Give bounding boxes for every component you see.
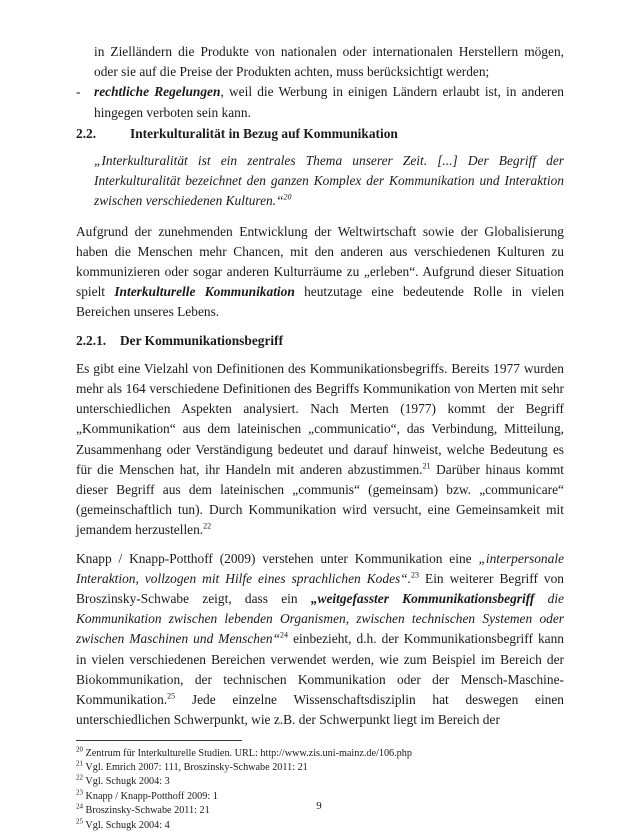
footnote-text: Vgl. Schugk 2004: 3 bbox=[83, 776, 170, 788]
emphasis-term: „weitgefasster Kommunikationsbegriff bbox=[310, 591, 535, 607]
section-number: 2.2. bbox=[76, 125, 97, 141]
footnotes bbox=[76, 747, 564, 833]
bullet-text: , weil die Werbung in einigen Ländern erlaubt ist, in anderen hingegen verboten sein kann. bbox=[94, 84, 565, 120]
paragraph-knapp bbox=[76, 549, 564, 731]
footnote-text: Vgl. Emrich 2007: 111, Broszinsky-Schwabe 2011: 21 bbox=[83, 761, 308, 773]
quote-text: „Interkulturalität ist ein zentrales Thema unserer Zeit. [...] Der Begriff der Interkulturalität bezeichnet den ganzen Komplex der Kommunikation und Interaktion zwischen verschiedenen Kulturen.“ bbox=[94, 153, 564, 209]
footnote-text: Zentrum für Interkulturelle Studien. URL: http://www.zis.uni-mainz.de/106.php bbox=[83, 747, 412, 759]
footnote-number: 25 bbox=[76, 817, 83, 826]
footnote-ref: 21 bbox=[422, 461, 431, 471]
block-quote bbox=[76, 151, 564, 212]
footnote-text: Knapp / Knapp-Potthoff 2009: 1 bbox=[83, 790, 218, 802]
footnote bbox=[76, 775, 564, 789]
emphasis-term: Interkulturelle Kommunikation bbox=[114, 284, 295, 300]
footnote bbox=[76, 761, 564, 775]
footnote-ref: 20 bbox=[283, 192, 292, 202]
bullet-legal-regulations bbox=[76, 82, 564, 122]
paragraph-text: Aufgrund der zunehmenden Entwicklung der Weltwirtschaft sowie der Globalisierung haben die Menschen mehr Chancen, mit den anderen aus verschiedenen Kulturen zu kommunizieren oder sogar anderen Kulturräume zu „erleben“. Aufgrund dieser Situation spielt bbox=[76, 223, 564, 300]
paragraph-definitions bbox=[76, 359, 564, 541]
section-heading-2-2 bbox=[76, 124, 564, 144]
bullet-dash: - bbox=[76, 84, 81, 100]
section-title: Der Kommunikationsbegriff bbox=[120, 332, 284, 348]
paragraph-text: Knapp / Knapp-Potthoff (2009) verstehen unter Kommunikation eine bbox=[76, 550, 479, 566]
quoted-definition: „interpersonale Interaktion, vollzogen mit Hilfe eines sprachlichen Kodes“. bbox=[76, 550, 564, 586]
quoted-definition: die Kommunikation zwischen lebenden Organismen, zwischen technischen Systemen oder zwischen Maschinen und Menschen“ bbox=[76, 591, 564, 647]
section-number: 2.2.1. bbox=[76, 332, 107, 348]
paragraph-globalization bbox=[76, 222, 564, 323]
paragraph-text: einbezieht, d.h. der Kommunikationsbegriff kann in vielen verschiedenen Bereichen verwendet werden, wie zum Beispiel im Bereich der Biokommunikation, der technischen Kommunikation oder der Mensch-Maschine-Kommunikation. bbox=[76, 631, 565, 708]
footnote-number: 24 bbox=[76, 802, 83, 811]
footnote-number: 20 bbox=[76, 745, 83, 754]
footnote-text: Vgl. Schugk 2004: 4 bbox=[83, 819, 170, 831]
footnote-number: 21 bbox=[76, 759, 83, 768]
paragraph-text: heutzutage eine bedeutende Rolle in vielen Bereichen unseres Lebens. bbox=[76, 284, 565, 320]
paragraph-text: Es gibt eine Vielzahl von Definitionen des Kommunikationsbegriffs. Bereits 1977 wurden mehr als 164 verschiedene Definitionen des Begriffs Kommunikation von Merten mit sehr unterschiedlichen Aspekten analysiert. Nach Merten (1977) kommt der Begriff „Kommunikation“ aus dem lateinischen „communicatio“, das Verbindung, Mitteilung, Zusammenhang oder Verständigung bedeutet und darauf hinweist, welche Bedeutung es für die Menschen hat, ihr Handeln mit anderen abzustimmen. bbox=[76, 360, 564, 477]
section-heading-2-2-1 bbox=[76, 331, 564, 351]
footnote-number: 23 bbox=[76, 788, 83, 797]
bullet-term: rechtliche Regelungen bbox=[94, 84, 221, 100]
footnote-number: 22 bbox=[76, 773, 83, 782]
footnote-ref: 25 bbox=[167, 691, 176, 701]
section-title: Interkulturalität in Bezug auf Kommunikation bbox=[130, 125, 398, 141]
intro-continuation: in Zielländern die Produkte von nationalen oder internationalen Herstellern mögen, oder sie auf die Preise der Produkten achten, muss berücksichtigt werden; bbox=[94, 44, 564, 80]
footnote-divider bbox=[76, 740, 242, 741]
paragraph-text: Jede einzelne Wissenschaftsdisziplin hat deswegen einen unterschiedlichen Schwerpunkt, wie z.B. der Schwerpunkt liegt im Bereich der bbox=[76, 692, 564, 728]
page-number: 9 bbox=[316, 800, 322, 812]
footnote-ref: 23 bbox=[411, 570, 420, 580]
footnote-text: Broszinsky-Schwabe 2011: 21 bbox=[83, 805, 210, 817]
footnote bbox=[76, 747, 564, 761]
footnote-ref: 22 bbox=[203, 522, 212, 531]
paragraph-text: Ein weiterer Begriff von Broszinsky-Schwabe zeigt, dass ein bbox=[76, 570, 565, 607]
paragraph-text: Darüber hinaus kommt dieser Begriff aus dem lateinischen „communis“ (gemeinsam) bzw. „communicare“ (gemeinschaftlich tun). Durch Kommunikation wird versucht, eine Gemeinsamkeit mit jemandem herzustellen. bbox=[76, 461, 565, 538]
footnote-ref: 24 bbox=[280, 631, 289, 641]
